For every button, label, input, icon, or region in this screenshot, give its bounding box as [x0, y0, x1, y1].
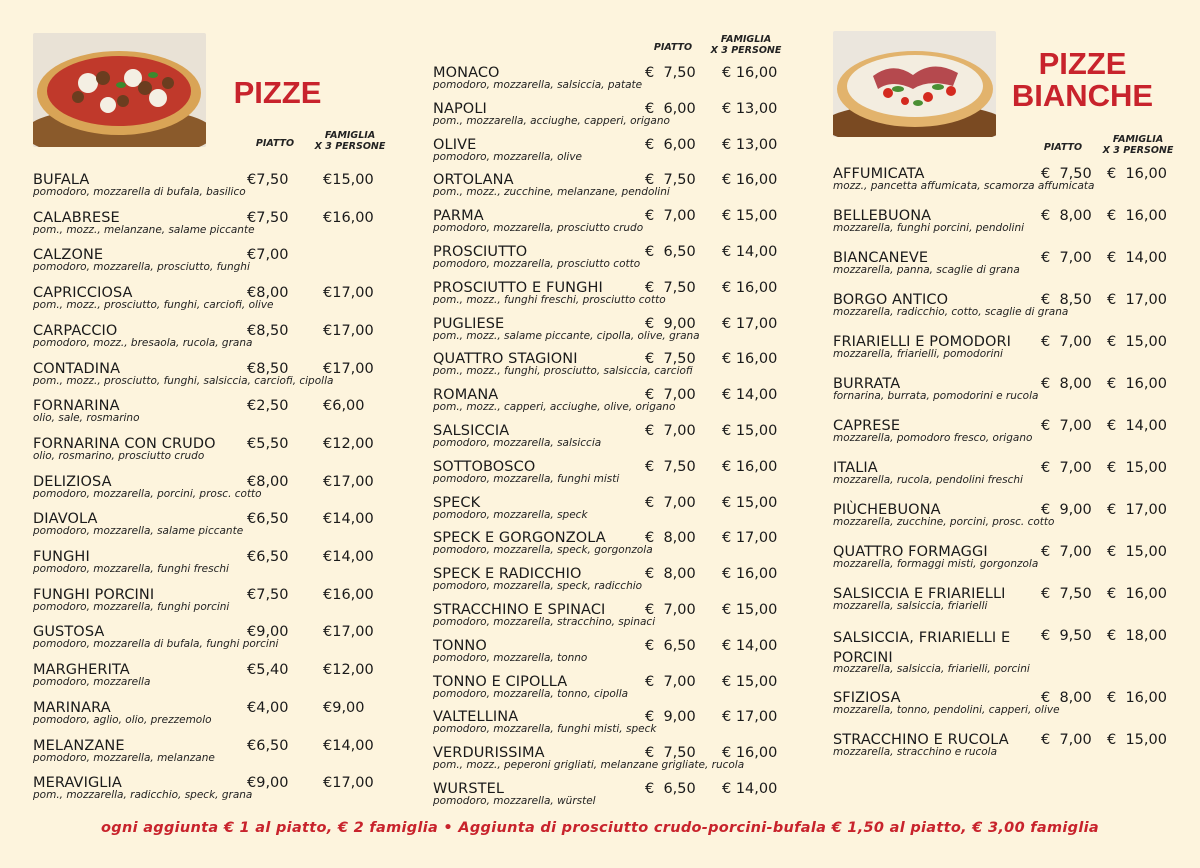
menu-item	[833, 502, 1193, 538]
price-famiglia: € 16,00	[722, 279, 778, 296]
price-famiglia: €17,00	[323, 285, 374, 302]
price-famiglia: € 14,00	[722, 781, 778, 797]
item-name: PUGLIESE	[433, 315, 505, 332]
menu-item	[833, 732, 1193, 768]
item-name: OLIVE	[433, 136, 477, 153]
price-piatto: € 8,00	[1041, 376, 1092, 392]
item-name: DIAVOLA	[33, 511, 98, 528]
price-piatto: €9,00	[247, 775, 289, 792]
item-description: pomodoro, mozzarella, funghi porcini	[33, 600, 230, 613]
price-famiglia: €6,00	[323, 398, 365, 415]
item-description: mozzarella, panna, scaglie di grana	[833, 264, 1020, 276]
price-piatto: € 7,00	[1041, 250, 1092, 266]
item-description: pom., mozz., funghi, prosciutto, salsiccia, carciofi	[433, 365, 693, 378]
item-description: pomodoro, aglio, olio, prezzemolo	[33, 713, 212, 726]
item-name: GUSTOSA	[33, 624, 105, 641]
price-piatto: € 9,00	[1041, 502, 1092, 518]
menu-item	[33, 474, 393, 510]
item-description: mozzarella, zucchine, porcini, prosc. cotto	[833, 516, 1055, 528]
menu-item	[33, 285, 393, 321]
menu-item	[33, 398, 393, 434]
menu-item	[833, 460, 1193, 496]
item-description: pomodoro, mozzarella, salsiccia, patate	[433, 79, 643, 91]
item-name: MARINARA	[33, 699, 111, 716]
menu-item	[833, 628, 1193, 675]
section-title-pizze: PIZZE	[233, 75, 322, 110]
col-header-famiglia: FAMIGLIA X 3 PERSONE	[314, 130, 386, 152]
price-famiglia: € 15,00	[722, 673, 778, 690]
item-description: pomodoro, mozzarella, speck, gorgonzola	[433, 544, 653, 557]
price-piatto: € 6,00	[645, 100, 696, 117]
price-piatto: € 7,50	[645, 65, 696, 81]
item-name: ITALIA	[833, 460, 878, 476]
item-description: pomodoro, mozzarella, salsiccia	[433, 437, 602, 449]
menu-item	[33, 700, 393, 736]
col-header-piatto: PIATTO	[1043, 142, 1083, 153]
price-piatto: €8,50	[247, 360, 289, 377]
menu-item	[33, 172, 393, 208]
menu-item	[33, 323, 393, 359]
item-name: NAPOLI	[433, 100, 487, 117]
item-description: pom., mozzarella, acciughe, capperi, origano	[433, 114, 670, 127]
menu-item	[433, 674, 793, 710]
item-name: PROSCIUTTO E FUNGHI	[433, 279, 603, 296]
item-name: TONNO	[433, 637, 487, 654]
price-piatto: € 7,50	[645, 458, 696, 475]
item-name: SALSICCIA, FRIARIELLI E PORCINI	[833, 630, 1011, 666]
item-description: pomodoro, mozzarella, prosciutto cotto	[433, 258, 641, 270]
price-famiglia: € 16,00	[1107, 586, 1167, 602]
item-description: mozzarella, pomodoro fresco, origano	[833, 432, 1033, 444]
item-description: pom., mozz., prosciutto, funghi, carciofi, olive	[33, 299, 274, 312]
menu-item	[433, 745, 793, 781]
menu-item	[33, 624, 393, 660]
price-piatto: € 7,00	[645, 423, 696, 439]
price-famiglia: €16,00	[323, 586, 374, 603]
menu-item	[433, 423, 793, 459]
item-description: pom., mozz., melanzane, salame piccante	[33, 223, 255, 236]
item-name: SPECK	[433, 494, 481, 511]
item-description: mozzarella, rucola, pendolini freschi	[833, 474, 1023, 486]
price-famiglia: €17,00	[323, 473, 374, 490]
menu-item	[33, 662, 393, 698]
menu-item	[433, 602, 793, 638]
menu-item	[833, 292, 1193, 328]
footer-note: ogni aggiunta € 1 al piatto, € 2 famiglia • Aggiunta di prosciutto crudo-porcini-bufala € 1,50 al piatto, € 3,00 famiglia	[101, 820, 1099, 836]
price-famiglia: € 15,00	[722, 208, 778, 225]
price-famiglia: € 15,00	[1107, 732, 1167, 748]
price-piatto: € 9,50	[1041, 628, 1092, 644]
item-name: MERAVIGLIA	[33, 775, 122, 792]
menu-item	[433, 459, 793, 495]
item-name: WURSTEL	[433, 781, 505, 797]
price-piatto: €8,00	[247, 473, 289, 490]
item-name: CARPACCIO	[33, 322, 118, 339]
item-description: pomodoro, mozzarella, olive	[433, 150, 583, 163]
item-name: FORNARINA CON CRUDO	[33, 435, 216, 452]
price-piatto: € 8,00	[645, 530, 696, 547]
item-name: CALZONE	[33, 247, 104, 264]
price-piatto: € 7,00	[645, 494, 696, 511]
item-description: pomodoro, mozzarella, prosciutto, funghi	[33, 261, 250, 274]
item-description: mozzarella, salsiccia, friarielli	[833, 600, 988, 612]
price-famiglia: € 17,00	[722, 315, 778, 332]
price-piatto: € 7,00	[645, 208, 696, 225]
item-name: MELANZANE	[33, 737, 125, 754]
price-famiglia: € 17,00	[722, 709, 778, 726]
menu-item	[33, 738, 393, 774]
item-description: pomodoro, mozzarella, salame piccante	[33, 525, 244, 538]
item-description: mozzarella, formaggi misti, gorgonzola	[833, 558, 1039, 570]
price-piatto: € 7,50	[1041, 586, 1092, 602]
price-piatto: € 7,50	[645, 745, 696, 762]
menu-item	[833, 544, 1193, 580]
menu-item	[833, 250, 1193, 286]
item-name: SOTTOBOSCO	[433, 458, 536, 475]
price-piatto: € 8,50	[1041, 292, 1092, 308]
item-name: DELIZIOSA	[33, 473, 112, 490]
menu-item	[833, 376, 1193, 412]
price-famiglia: €12,00	[323, 435, 374, 452]
price-famiglia: €17,00	[323, 360, 374, 377]
item-name: STRACCHINO E RUCOLA	[833, 732, 1009, 748]
price-piatto: €8,50	[247, 322, 289, 339]
price-famiglia: € 14,00	[722, 387, 778, 404]
item-name: TONNO E CIPOLLA	[433, 673, 568, 690]
price-famiglia: € 17,00	[1107, 292, 1167, 308]
item-description: olio, sale, rosmarino	[33, 412, 140, 425]
menu-item	[33, 436, 393, 472]
price-piatto: €4,00	[247, 699, 289, 716]
item-description: pomodoro, mozz., bresaola, rucola, grana	[33, 336, 253, 349]
menu-item	[33, 210, 393, 246]
price-famiglia: € 16,00	[1107, 208, 1167, 224]
price-piatto: €9,00	[247, 624, 289, 641]
price-piatto: € 7,00	[1041, 418, 1092, 434]
item-name: FUNGHI PORCINI	[33, 586, 155, 603]
menu-item	[833, 166, 1193, 202]
menu-item	[433, 566, 793, 602]
menu-item	[33, 775, 393, 811]
item-name: ROMANA	[433, 387, 499, 404]
menu-item	[33, 549, 393, 585]
item-description: pomodoro, mozzarella, porcini, prosc. cotto	[33, 487, 262, 500]
price-famiglia: €16,00	[323, 209, 374, 226]
price-piatto: € 9,00	[645, 315, 696, 332]
item-description: pomodoro, mozzarella, speck, radicchio	[433, 580, 643, 593]
price-piatto: € 6,00	[645, 136, 696, 153]
price-piatto: €6,50	[247, 737, 289, 754]
item-description: pomodoro, mozzarella, tonno, cipolla	[433, 687, 629, 700]
price-famiglia: € 13,00	[722, 100, 778, 117]
item-description: pomodoro, mozzarella, stracchino, spinaci	[433, 616, 656, 628]
item-name: MONACO	[433, 65, 500, 81]
menu-item	[33, 361, 393, 397]
price-piatto: €7,50	[247, 172, 289, 188]
price-piatto: € 7,50	[645, 172, 696, 189]
menu-item	[433, 65, 793, 101]
item-name: ORTOLANA	[433, 172, 514, 189]
item-name: VALTELLINA	[433, 709, 519, 726]
price-famiglia: € 16,00	[722, 458, 778, 475]
item-description: fornarina, burrata, pomodorini e rucola	[833, 390, 1039, 402]
item-description: pom., mozz., salame piccante, cipolla, olive, grana	[433, 329, 700, 342]
price-famiglia: € 15,00	[1107, 460, 1167, 476]
item-description: pom., mozz., zucchine, melanzane, pendolini	[433, 186, 670, 199]
item-description: pomodoro, mozzarella di bufala, basilico	[33, 186, 246, 198]
menu-item	[433, 137, 793, 173]
item-description: pom., mozzarella, radicchio, speck, grana	[33, 789, 253, 802]
item-name: SPECK E GORGONZOLA	[433, 530, 606, 547]
price-famiglia: € 18,00	[1107, 628, 1167, 644]
price-piatto: € 7,00	[1041, 460, 1092, 476]
price-piatto: €6,50	[247, 511, 289, 528]
price-famiglia: € 16,00	[1107, 166, 1167, 182]
price-piatto: € 8,00	[1041, 208, 1092, 224]
price-piatto: € 9,00	[645, 709, 696, 726]
item-description: pomodoro, mozzarella, melanzane	[33, 751, 215, 764]
price-piatto: € 6,50	[645, 637, 696, 654]
pizza-photo-left	[33, 33, 206, 147]
price-famiglia: €17,00	[323, 624, 374, 641]
item-description: pomodoro, mozzarella, prosciutto crudo	[433, 222, 644, 235]
price-famiglia: € 14,00	[1107, 250, 1167, 266]
price-piatto: €7,00	[247, 247, 289, 264]
price-piatto: € 7,00	[1041, 732, 1092, 748]
item-description: mozzarella, radicchio, cotto, scaglie di grana	[833, 306, 1069, 318]
price-famiglia: € 16,00	[722, 172, 778, 189]
menu-item	[433, 208, 793, 244]
item-description: pomodoro, mozzarella, würstel	[433, 795, 596, 807]
col-header-famiglia: FAMIGLIA X 3 PERSONE	[710, 34, 782, 56]
price-famiglia: €9,00	[323, 699, 365, 716]
menu-item	[433, 638, 793, 674]
price-piatto: € 7,00	[1041, 544, 1092, 560]
col-header-piatto: PIATTO	[255, 138, 295, 149]
price-famiglia: €17,00	[323, 775, 374, 792]
item-name: QUATTRO FORMAGGI	[833, 544, 988, 560]
price-famiglia: €14,00	[323, 737, 374, 754]
item-description: pom., mozz., prosciutto, funghi, salsiccia, carciofi, cipolla	[33, 374, 334, 387]
price-piatto: € 7,00	[645, 387, 696, 404]
price-piatto: € 7,50	[645, 351, 696, 368]
price-famiglia: € 17,00	[1107, 502, 1167, 518]
price-famiglia: €14,00	[323, 549, 374, 565]
item-description: mozzarella, stracchino e rucola	[833, 746, 998, 758]
menu-item	[433, 387, 793, 423]
menu-item	[433, 244, 793, 280]
item-description: mozzarella, funghi porcini, pendolini	[833, 222, 1025, 234]
menu-item	[33, 247, 393, 283]
item-description: pomodoro, mozzarella, funghi misti, speck	[433, 723, 657, 736]
item-description: pomodoro, mozzarella, speck	[433, 508, 588, 521]
price-famiglia: € 16,00	[722, 745, 778, 762]
price-piatto: €8,00	[247, 285, 289, 302]
price-famiglia: € 15,00	[1107, 334, 1167, 350]
price-piatto: €5,50	[247, 435, 289, 452]
item-name: BUFALA	[33, 172, 90, 188]
price-piatto: €7,50	[247, 209, 289, 226]
price-piatto: €7,50	[247, 586, 289, 603]
price-piatto: € 7,00	[645, 602, 696, 618]
menu-item	[833, 690, 1193, 726]
item-description: pom., mozz., funghi freschi, prosciutto cotto	[433, 293, 666, 306]
price-famiglia: € 16,00	[722, 566, 778, 583]
menu-item	[833, 418, 1193, 454]
menu-item	[833, 334, 1193, 370]
item-description: pomodoro, mozzarella di bufala, funghi porcini	[33, 638, 279, 651]
item-description: pomodoro, mozzarella, funghi misti	[433, 472, 620, 485]
item-description: mozzarella, salsiccia, friarielli, porcini	[833, 663, 1030, 675]
price-famiglia: € 16,00	[722, 351, 778, 368]
item-name: AFFUMICATA	[833, 166, 925, 182]
item-description: pomodoro, mozzarella, funghi freschi	[33, 563, 229, 575]
price-famiglia: € 16,00	[1107, 376, 1167, 392]
item-name: CONTADINA	[33, 360, 121, 377]
price-piatto: € 7,50	[1041, 166, 1092, 182]
price-piatto: € 7,50	[645, 279, 696, 296]
item-name: PARMA	[433, 208, 484, 225]
price-piatto: €2,50	[247, 398, 289, 415]
item-description: olio, rosmarino, prosciutto crudo	[33, 449, 205, 462]
price-famiglia: € 13,00	[722, 136, 778, 153]
price-famiglia: € 15,00	[1107, 544, 1167, 560]
price-piatto: € 8,00	[645, 566, 696, 583]
price-piatto: € 8,00	[1041, 690, 1092, 706]
item-name: SFIZIOSA	[833, 690, 901, 706]
item-name: CAPRICCIOSA	[33, 285, 133, 302]
price-famiglia: € 16,00	[722, 65, 778, 81]
price-famiglia: € 14,00	[722, 244, 778, 260]
price-famiglia: €12,00	[323, 662, 374, 679]
menu-item	[433, 495, 793, 531]
item-name: CALABRESE	[33, 209, 120, 226]
item-description: pom., mozz., capperi, acciughe, olive, origano	[433, 401, 676, 414]
item-name: QUATTRO STAGIONI	[433, 351, 578, 368]
item-description: pomodoro, mozzarella, tonno	[433, 651, 588, 664]
item-name: PIÙCHEBUONA	[833, 502, 941, 518]
item-name: BORGO ANTICO	[833, 292, 949, 308]
item-name: VERDURISSIMA	[433, 745, 545, 762]
item-name: BIANCANEVE	[833, 250, 929, 266]
menu-item	[433, 530, 793, 566]
item-description: pomodoro, mozzarella	[33, 676, 151, 689]
menu-item	[33, 511, 393, 547]
price-famiglia: € 17,00	[722, 530, 778, 547]
menu-item	[433, 172, 793, 208]
item-name: CAPRESE	[833, 418, 901, 434]
price-famiglia: € 15,00	[722, 494, 778, 511]
price-piatto: €5,40	[247, 662, 289, 679]
menu-item	[33, 587, 393, 623]
menu-item	[433, 781, 793, 817]
price-famiglia: €15,00	[323, 172, 374, 188]
item-description: pom., mozz., peperoni grigliati, melanzane grigliate, rucola	[433, 759, 745, 772]
price-famiglia: € 15,00	[722, 423, 778, 439]
price-piatto: €6,50	[247, 549, 289, 565]
price-famiglia: € 14,00	[722, 637, 778, 654]
col-header-piatto: PIATTO	[653, 42, 693, 53]
price-famiglia: € 14,00	[1107, 418, 1167, 434]
item-name: SPECK E RADICCHIO	[433, 566, 582, 583]
item-description: mozzarella, friarielli, pomodorini	[833, 348, 1003, 360]
menu-item	[433, 351, 793, 387]
section-title-pizze-bianche: PIZZE BIANCHE	[1011, 46, 1154, 113]
price-piatto: € 6,50	[645, 244, 696, 260]
item-name: BURRATA	[833, 376, 901, 392]
col-header-famiglia: FAMIGLIA X 3 PERSONE	[1102, 134, 1174, 156]
menu-item	[433, 280, 793, 316]
item-name: SALSICCIA E FRIARIELLI	[833, 586, 1006, 602]
menu-item	[433, 709, 793, 745]
price-piatto: € 7,00	[645, 673, 696, 690]
item-name: FUNGHI	[33, 549, 90, 565]
item-description: mozz., pancetta affumicata, scamorza affumicata	[833, 180, 1095, 192]
menu-item	[433, 316, 793, 352]
item-description: mozzarella, tonno, pendolini, capperi, olive	[833, 704, 1060, 716]
price-famiglia: € 15,00	[722, 602, 778, 618]
price-famiglia: €17,00	[323, 322, 374, 339]
menu-item	[433, 101, 793, 137]
price-famiglia: € 16,00	[1107, 690, 1167, 706]
item-name: STRACCHINO E SPINACI	[433, 602, 606, 618]
item-name: FORNARINA	[33, 398, 120, 415]
item-name: MARGHERITA	[33, 662, 130, 679]
item-name: PROSCIUTTO	[433, 244, 528, 260]
item-name: SALSICCIA	[433, 423, 510, 439]
item-name: FRIARIELLI E POMODORI	[833, 334, 1012, 350]
price-famiglia: €14,00	[323, 511, 374, 528]
pizza-photo-right	[833, 31, 996, 137]
item-name: BELLEBUONA	[833, 208, 932, 224]
price-piatto: € 7,00	[1041, 334, 1092, 350]
price-piatto: € 6,50	[645, 781, 696, 797]
menu-item	[833, 586, 1193, 622]
menu-item	[833, 208, 1193, 244]
